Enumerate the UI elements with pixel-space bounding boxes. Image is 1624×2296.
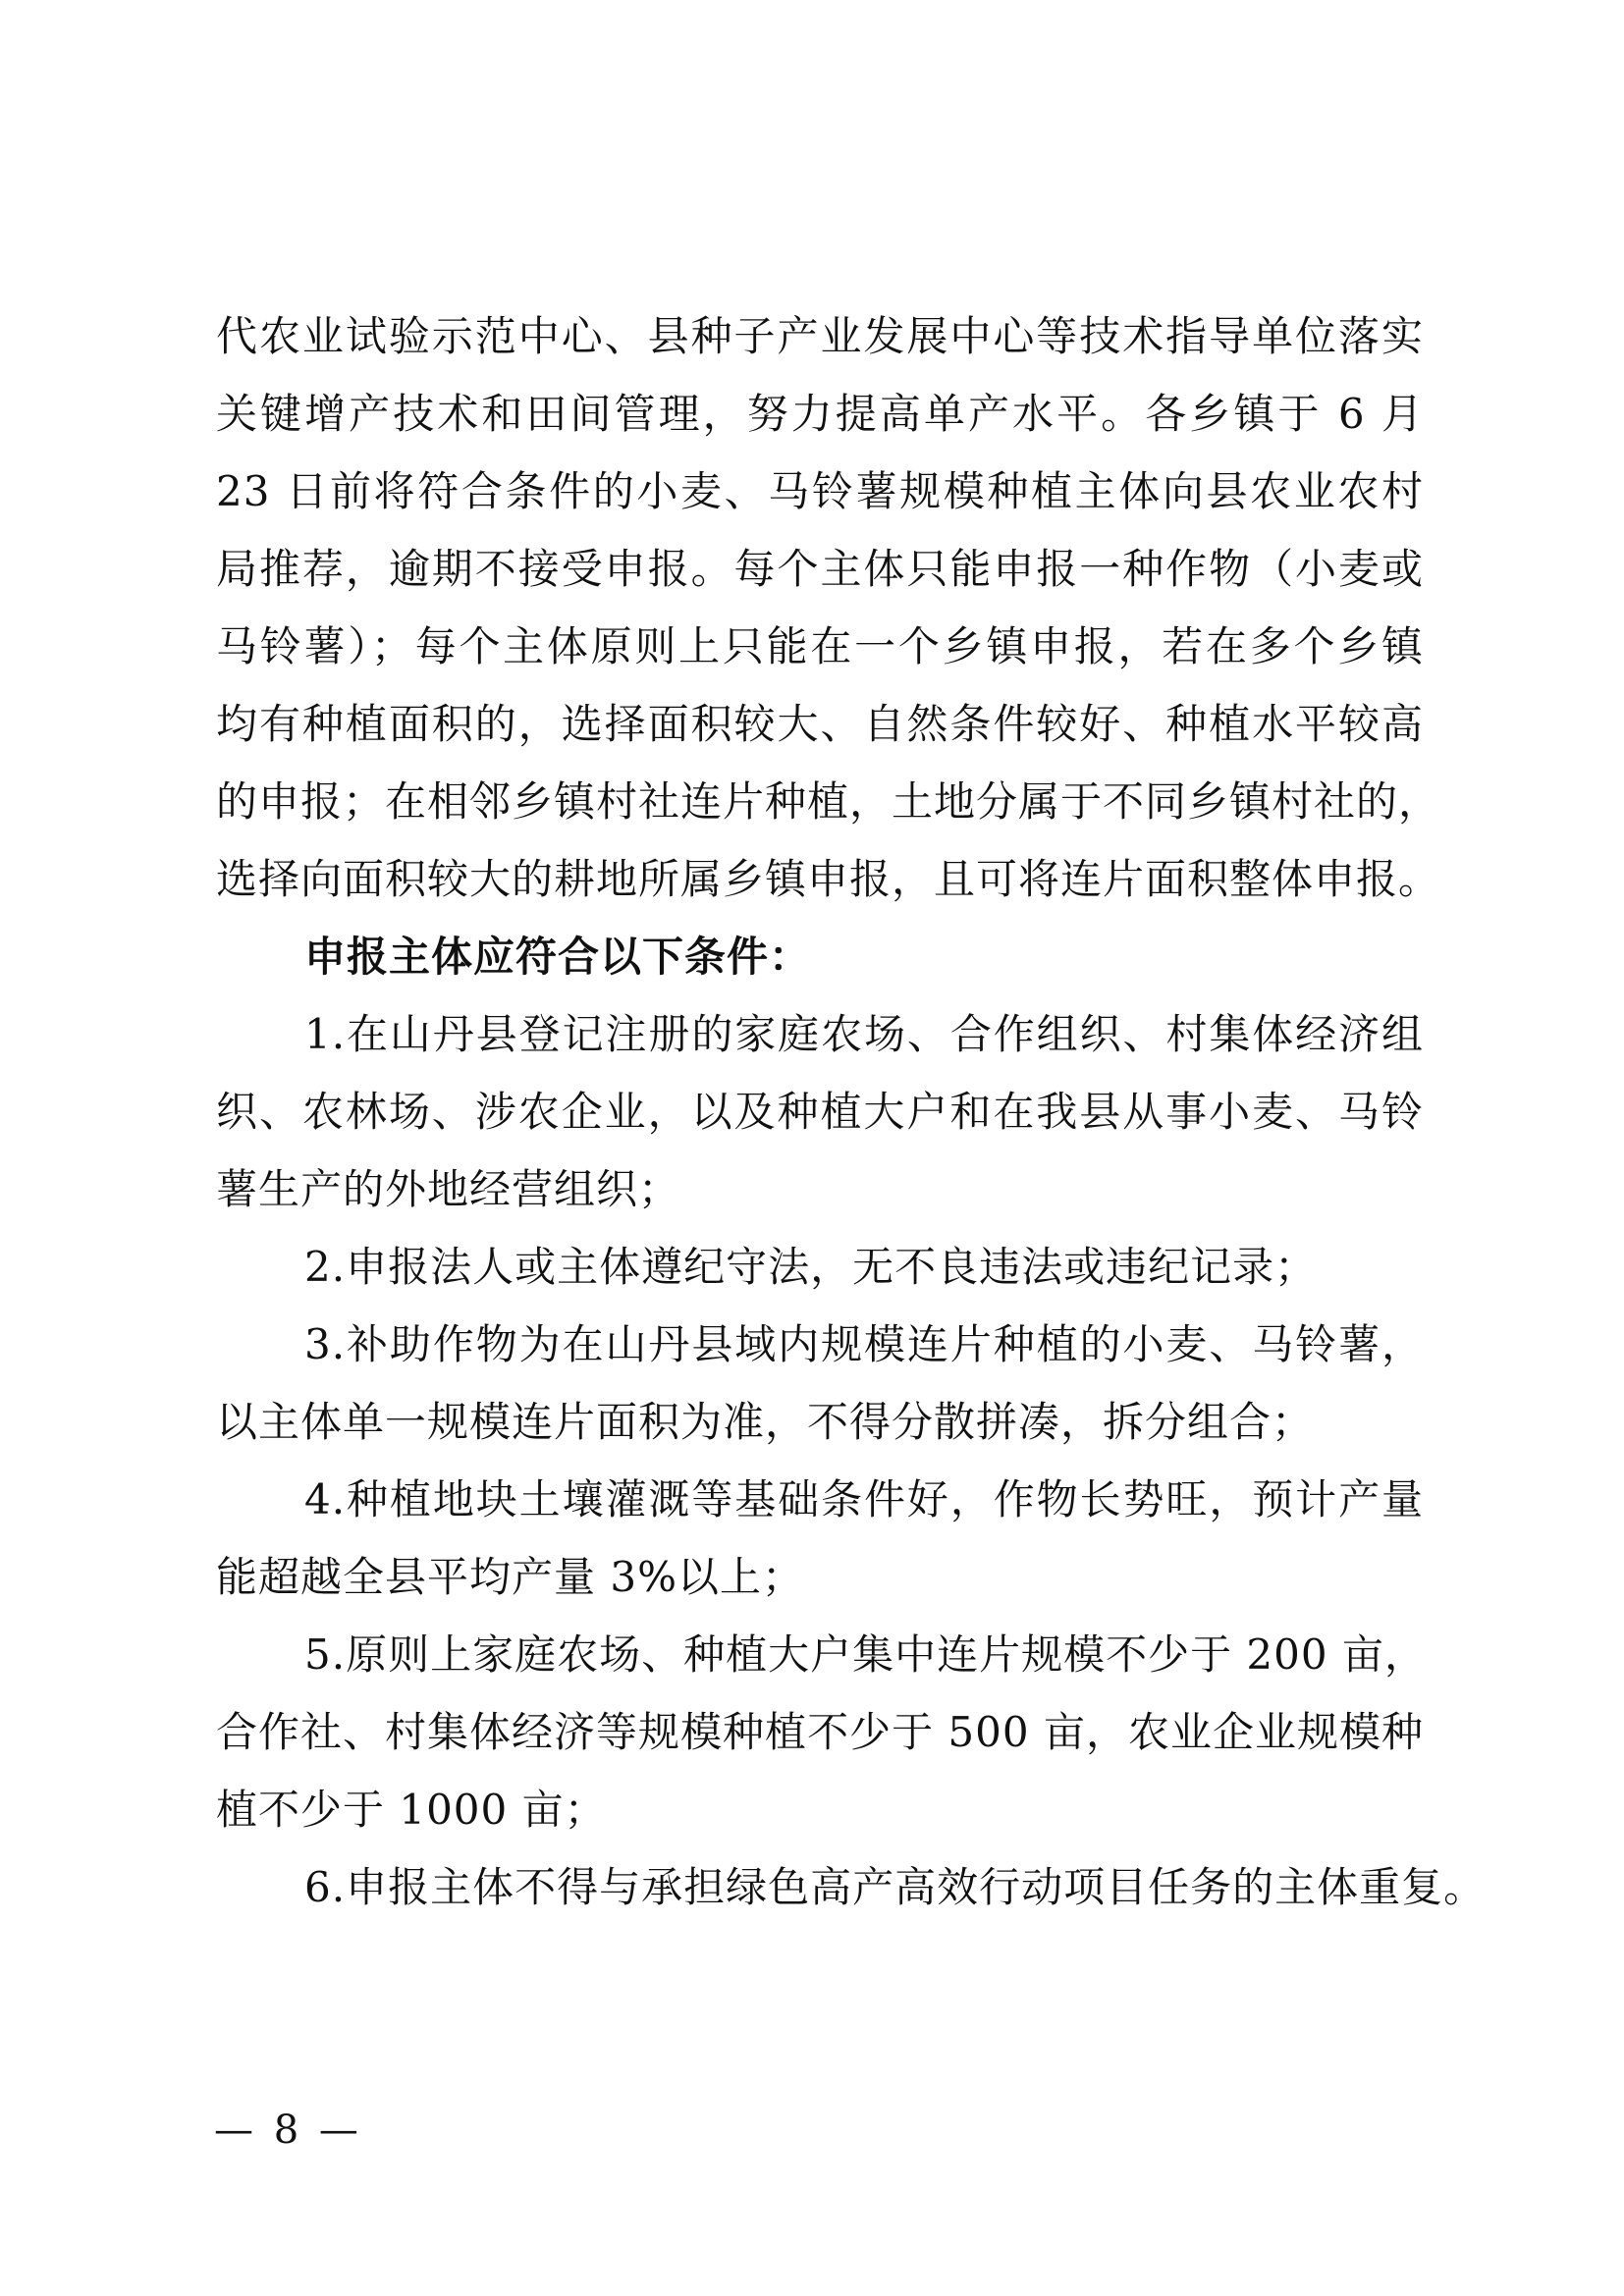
list-item-4-line: 4.种植地块土壤灌溉等基础条件好，作物长势旺，预计产量 [304, 1475, 1424, 1523]
list-item-6-line: 6.申报主体不得与承担绿色高产高效行动项目任务的主体重复。 [304, 1863, 1487, 1911]
list-item-4-line: 能超越全县平均产量 3%以上； [216, 1553, 804, 1601]
list-item-1-line: 1.在山丹县登记注册的家庭农场、合作组织、村集体经济组 [304, 1010, 1424, 1058]
list-item-1-line: 薯生产的外地经营组织； [216, 1165, 681, 1213]
paragraph-line: 均有种植面积的，选择面积较大、自然条件较好、种植水平较高 [216, 700, 1424, 748]
list-item-1-line: 织、农林场、涉农企业，以及种植大户和在我县从事小麦、马铃 [216, 1088, 1424, 1136]
paragraph-line: 马铃薯）；每个主体原则上只能在一个乡镇申报，若在多个乡镇 [216, 622, 1424, 670]
page-number: — 8 — [214, 2108, 362, 2153]
paragraph-line: 关键增产技术和田间管理，努力提高单产水平。各乡镇于 6 月 [216, 390, 1424, 438]
paragraph-line: 局推荐，逾期不接受申报。每个主体只能申报一种作物（小麦或 [216, 545, 1424, 593]
section-heading: 申报主体应符合以下条件： [304, 933, 812, 981]
paragraph-line: 23 日前将符合条件的小麦、马铃薯规模种植主体向县农业农村 [216, 467, 1424, 515]
list-item-5-line: 5.原则上家庭农场、种植大户集中连片规模不少于 200 亩， [304, 1630, 1427, 1679]
paragraph-line: 选择向面积较大的耕地所属乡镇申报，且可将连片面积整体申报。 [216, 855, 1441, 903]
list-item-3-line: 以主体单一规模连片面积为准，不得分散拼凑，拆分组合； [216, 1398, 1315, 1446]
paragraph-line: 的申报；在相邻乡镇村社连片种植，土地分属于不同乡镇村社的， [216, 777, 1441, 826]
list-item-5-line: 植不少于 1000 亩； [216, 1786, 607, 1834]
paragraph-line: 代农业试验示范中心、县种子产业发展中心等技术指导单位落实 [216, 312, 1424, 360]
list-item-3-line: 3.补助作物为在山丹县域内规模连片种植的小麦、马铃薯， [304, 1320, 1424, 1368]
list-item-5-line: 合作社、村集体经济等规模种植不少于 500 亩，农业企业规模种 [216, 1708, 1424, 1756]
list-item-2-line: 2.申报法人或主体遵纪守法，无不良违法或违纪记录； [304, 1243, 1318, 1291]
